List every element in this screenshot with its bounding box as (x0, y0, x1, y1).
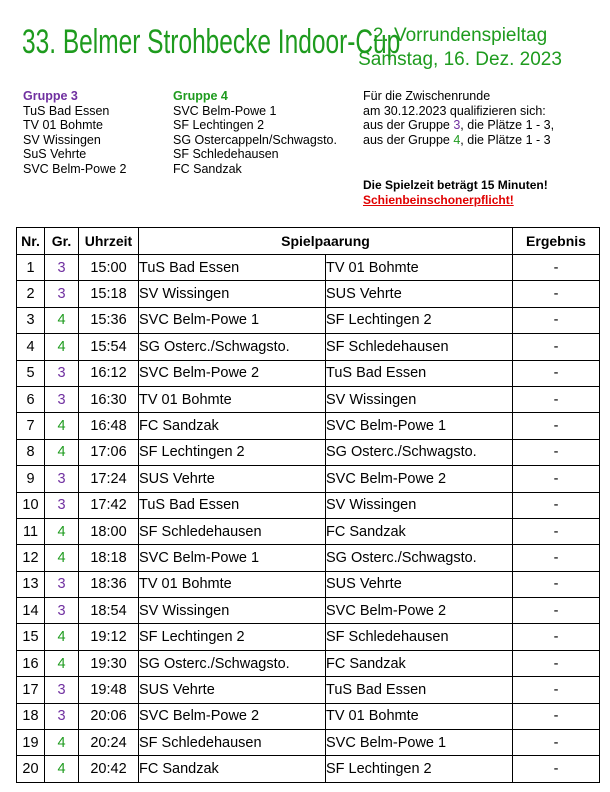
row-number: 10 (17, 492, 45, 518)
row-away-team: TuS Bad Essen (326, 677, 513, 703)
row-home-team: SF Lechtingen 2 (139, 624, 326, 650)
row-home-team: SG Osterc./Schwagsto. (139, 650, 326, 676)
row-time: 19:12 (79, 624, 139, 650)
event-date: Samstag, 16. Dez. 2023 (358, 49, 562, 70)
row-result: - (513, 598, 600, 624)
row-group: 3 (45, 281, 79, 307)
row-number: 8 (17, 439, 45, 465)
row-result: - (513, 677, 600, 703)
header-result: Ergebnis (513, 228, 600, 255)
table-row (17, 334, 600, 360)
quali-line: am 30.12.2023 qualifizieren sich: (363, 103, 546, 118)
row-home-team: FC Sandzak (139, 413, 326, 439)
row-time: 16:48 (79, 413, 139, 439)
page-title: 33. Belmer Strohbecke Indoor-Cup (22, 23, 401, 61)
row-away-team: SV Wissingen (326, 492, 513, 518)
row-number: 11 (17, 518, 45, 544)
row-group: 4 (45, 518, 79, 544)
table-row (17, 518, 600, 544)
row-time: 20:24 (79, 730, 139, 756)
row-result: - (513, 518, 600, 544)
table-row (17, 598, 600, 624)
table-row (17, 571, 600, 597)
table-row (17, 545, 600, 571)
row-away-team: SUS Vehrte (326, 281, 513, 307)
row-group: 4 (45, 545, 79, 571)
row-group: 4 (45, 334, 79, 360)
qualification-info (363, 89, 554, 147)
row-time: 17:06 (79, 439, 139, 465)
row-home-team: SVC Belm-Powe 1 (139, 545, 326, 571)
row-number: 6 (17, 386, 45, 412)
row-result: - (513, 624, 600, 650)
row-time: 18:00 (79, 518, 139, 544)
row-away-team: TuS Bad Essen (326, 360, 513, 386)
table-row (17, 756, 600, 782)
table-row (17, 624, 600, 650)
row-group: 3 (45, 386, 79, 412)
row-home-team: SF Schledehausen (139, 518, 326, 544)
row-home-team: TV 01 Bohmte (139, 571, 326, 597)
row-result: - (513, 255, 600, 281)
row-home-team: SV Wissingen (139, 281, 326, 307)
row-home-team: SF Lechtingen 2 (139, 439, 326, 465)
row-number: 4 (17, 334, 45, 360)
row-away-team: SG Osterc./Schwagsto. (326, 545, 513, 571)
quali-line (363, 118, 554, 133)
row-number: 1 (17, 255, 45, 281)
table-row (17, 413, 600, 439)
row-time: 15:54 (79, 334, 139, 360)
row-group: 3 (45, 571, 79, 597)
row-number: 16 (17, 650, 45, 676)
quali-group-number: 3 (453, 118, 461, 132)
row-away-team: SF Schledehausen (326, 624, 513, 650)
row-number: 20 (17, 756, 45, 782)
row-result: - (513, 281, 600, 307)
row-away-team: SVC Belm-Powe 2 (326, 466, 513, 492)
group-4-team: SF Schledehausen (173, 147, 279, 161)
row-number: 3 (17, 307, 45, 333)
group-4-team: SF Lechtingen 2 (173, 118, 265, 132)
group-3-team: SuS Vehrte (23, 147, 87, 161)
row-away-team: SVC Belm-Powe 1 (326, 413, 513, 439)
row-result: - (513, 650, 600, 676)
row-result: - (513, 756, 600, 782)
quali-text: aus der Gruppe (363, 132, 454, 147)
row-time: 17:42 (79, 492, 139, 518)
row-away-team: TV 01 Bohmte (326, 703, 513, 729)
match-schedule-table (16, 227, 600, 783)
table-row (17, 650, 600, 676)
group-3-list (23, 89, 127, 176)
row-group: 4 (45, 307, 79, 333)
group-4-team: FC Sandzak (173, 161, 242, 176)
row-home-team: FC Sandzak (139, 756, 326, 782)
row-group: 3 (45, 360, 79, 386)
row-time: 16:30 (79, 386, 139, 412)
row-away-team: SUS Vehrte (326, 571, 513, 597)
quali-text: , die Plätze 1 - 3 (460, 132, 551, 147)
table-row (17, 386, 600, 412)
header-nr: Nr. (17, 228, 45, 255)
table-header-row (17, 228, 600, 255)
group-4-team: SG Ostercappeln/Schwagsto. (173, 132, 337, 147)
row-result: - (513, 307, 600, 333)
table-row (17, 439, 600, 465)
row-away-team: TV 01 Bohmte (326, 255, 513, 281)
row-home-team: SV Wissingen (139, 598, 326, 624)
row-away-team: SF Lechtingen 2 (326, 307, 513, 333)
row-number: 18 (17, 703, 45, 729)
row-time: 17:24 (79, 466, 139, 492)
row-result: - (513, 439, 600, 465)
row-result: - (513, 492, 600, 518)
group-4-heading: Gruppe 4 (173, 89, 228, 103)
quali-text: aus der Gruppe (363, 118, 454, 132)
row-group: 4 (45, 439, 79, 465)
table-row (17, 281, 600, 307)
row-time: 20:06 (79, 703, 139, 729)
row-time: 18:54 (79, 598, 139, 624)
table-row (17, 307, 600, 333)
row-number: 12 (17, 545, 45, 571)
header-group: Gr. (45, 228, 79, 255)
quali-text: , die Plätze 1 - 3, (460, 118, 555, 132)
playtime-note: Die Spielzeit beträgt 15 Minuten! (363, 178, 548, 192)
row-home-team: TuS Bad Essen (139, 492, 326, 518)
table-row (17, 730, 600, 756)
group-3-heading: Gruppe 3 (23, 89, 78, 103)
row-group: 3 (45, 466, 79, 492)
row-away-team: SV Wissingen (326, 386, 513, 412)
table-row (17, 360, 600, 386)
group-4-team: SVC Belm-Powe 1 (173, 103, 277, 118)
row-number: 13 (17, 571, 45, 597)
row-result: - (513, 386, 600, 412)
row-result: - (513, 360, 600, 386)
table-body (17, 255, 600, 783)
row-time: 19:48 (79, 677, 139, 703)
row-result: - (513, 466, 600, 492)
row-home-team: SUS Vehrte (139, 677, 326, 703)
row-home-team: TV 01 Bohmte (139, 386, 326, 412)
row-time: 15:18 (79, 281, 139, 307)
row-number: 9 (17, 466, 45, 492)
table-row (17, 677, 600, 703)
round-label: 2. Vorrundenspieltag (372, 25, 548, 46)
row-result: - (513, 703, 600, 729)
row-number: 14 (17, 598, 45, 624)
row-group: 3 (45, 255, 79, 281)
group-3-team: TV 01 Bohmte (23, 118, 103, 132)
group-4-list (173, 89, 337, 176)
row-number: 17 (17, 677, 45, 703)
row-time: 16:12 (79, 360, 139, 386)
quali-line (363, 133, 554, 148)
row-time: 15:36 (79, 307, 139, 333)
row-away-team: SF Lechtingen 2 (326, 756, 513, 782)
header-time: Uhrzeit (79, 228, 139, 255)
quali-group-number: 4 (453, 132, 461, 147)
group-3-team: SV Wissingen (23, 132, 101, 147)
row-home-team: SVC Belm-Powe 2 (139, 360, 326, 386)
row-away-team: SF Schledehausen (326, 334, 513, 360)
row-away-team: FC Sandzak (326, 650, 513, 676)
row-home-team: SG Osterc./Schwagsto. (139, 334, 326, 360)
group-3-team: TuS Bad Essen (23, 103, 110, 118)
row-number: 15 (17, 624, 45, 650)
row-group: 4 (45, 413, 79, 439)
row-result: - (513, 571, 600, 597)
row-group: 4 (45, 650, 79, 676)
row-result: - (513, 545, 600, 571)
row-time: 15:00 (79, 255, 139, 281)
row-group: 3 (45, 598, 79, 624)
row-time: 18:36 (79, 571, 139, 597)
row-time: 20:42 (79, 756, 139, 782)
row-group: 4 (45, 624, 79, 650)
row-home-team: TuS Bad Essen (139, 255, 326, 281)
row-number: 19 (17, 730, 45, 756)
row-group: 3 (45, 492, 79, 518)
shinguard-note: Schienbeinschonerpflicht! (363, 193, 514, 207)
row-away-team: SVC Belm-Powe 2 (326, 598, 513, 624)
row-away-team: SG Osterc./Schwagsto. (326, 439, 513, 465)
row-time: 18:18 (79, 545, 139, 571)
row-number: 7 (17, 413, 45, 439)
table-row (17, 492, 600, 518)
event-subtitle (345, 24, 575, 72)
group-3-team: SVC Belm-Powe 2 (23, 161, 127, 176)
row-number: 5 (17, 360, 45, 386)
row-away-team: SVC Belm-Powe 1 (326, 730, 513, 756)
row-group: 4 (45, 730, 79, 756)
row-result: - (513, 413, 600, 439)
header-match: Spielpaarung (139, 228, 513, 255)
row-result: - (513, 730, 600, 756)
quali-line: Für die Zwischenrunde (363, 89, 491, 103)
row-group: 3 (45, 703, 79, 729)
row-number: 2 (17, 281, 45, 307)
row-home-team: SVC Belm-Powe 2 (139, 703, 326, 729)
row-away-team: FC Sandzak (326, 518, 513, 544)
table-row (17, 466, 600, 492)
row-home-team: SVC Belm-Powe 1 (139, 307, 326, 333)
row-home-team: SUS Vehrte (139, 466, 326, 492)
row-time: 19:30 (79, 650, 139, 676)
table-row (17, 703, 600, 729)
row-home-team: SF Schledehausen (139, 730, 326, 756)
table-row (17, 255, 600, 281)
row-group: 4 (45, 756, 79, 782)
row-group: 3 (45, 677, 79, 703)
row-result: - (513, 334, 600, 360)
